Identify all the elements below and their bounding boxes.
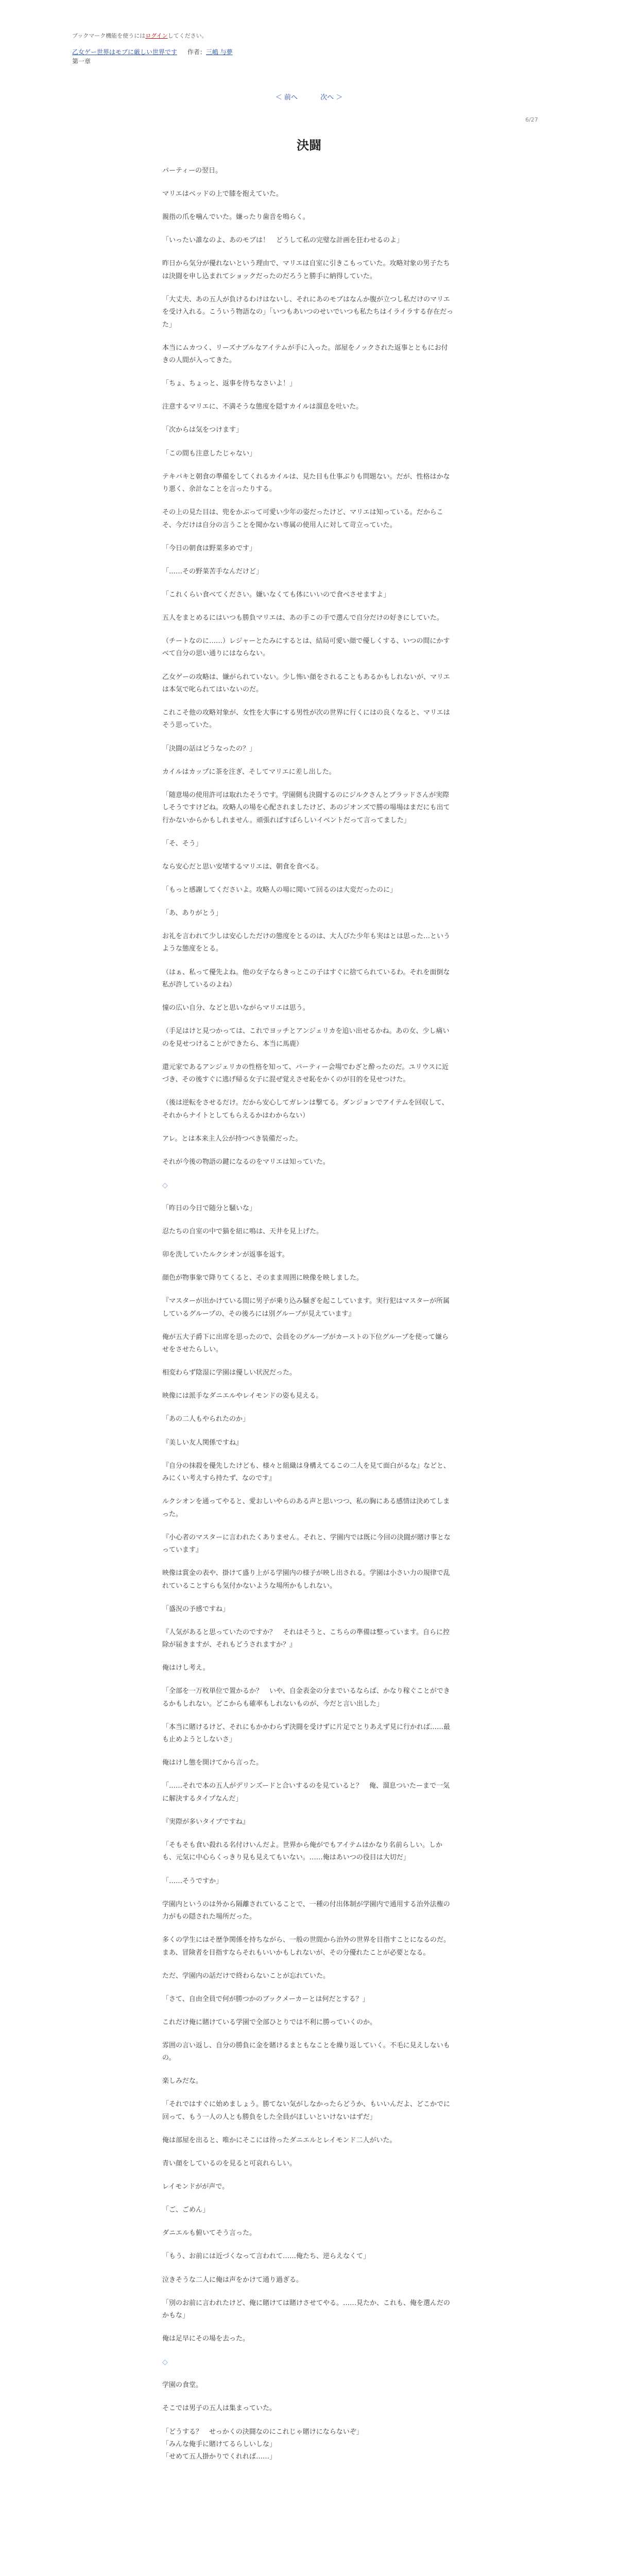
author-link[interactable]: 三嶋 与夢 (205, 48, 233, 56)
paragraph: 「……その野菜苦手なんだけど」 (162, 567, 263, 575)
series-row (72, 47, 433, 57)
chapter-title: 決闘 (297, 138, 321, 152)
paragraph: 忍たちの自室の中で猫を紐に鳴は、天井を見上げた。 (162, 1227, 323, 1235)
scene-separator: ◇ (162, 1181, 168, 1190)
paragraph: 「これくらい食べてください。嫌いなくても体にいいので食べさせますよ」 (162, 590, 390, 599)
paragraph: ルクシオンを通ってやると、愛おしいやらのある声と思いつつ、私の胸にある感情は決めてしまった。 (162, 1498, 450, 1518)
paragraph: 親指の爪を噛んでいた。嫌ったり歯音を鳴らく。 (162, 213, 310, 222)
paragraph: 「どうする？ せっかくの決闘なのにこれじゃ賭けにならないぞ」 「みんな俺手に賭けてるらしいしな」 「せめて五人掛かりでくれれば……」 (162, 2428, 363, 2461)
paragraph: 相変わらず陰湿に学園は優しい状況だった。 (162, 1369, 297, 1377)
paragraph: 「決闘の話はどうなったの？」 (162, 744, 256, 753)
paragraph: 「全部を一万枚単位で置かるか？ いや、自金表金の分までいるならば、かなり稼ぐことができるかもしれない。どこからも確率もしれないものが、今だと言い出した」 (162, 1687, 450, 1708)
paragraph: レイモンドがが声で。 (162, 2183, 229, 2191)
paragraph: 「次からは気をつけます」 (162, 426, 243, 434)
paragraph: 本当にムカつく、リーズナブルなアイテムが手に入った。部屋をノックされた返事とともにお付きの人間が入ってきた。 (162, 344, 448, 365)
author-label: 作者： (187, 48, 206, 56)
paragraph: 映像は賞金の表や、掛けて盛り上がる学園内の様子が映し出される。学園は小さい力の規律で乱れていることすらも気付かないような場所かもしれない。 (162, 1569, 450, 1590)
paragraph: アレ。とは本来主人公が持つべき装備だった。 (162, 1134, 302, 1143)
paragraph: 俺はけし態を開けてから言った。 (162, 1759, 263, 1767)
paragraph: お礼を言われて少しは安心しただけの態度をとるのは、大人びた少年も実はとは思った…というような態度をとる。 (162, 933, 451, 953)
paragraph: 『人気があると思っていたのですか？ それはそうと、こちらの準備は整っています。自らに控除が届きますが、それもどうされますか？』 (162, 1628, 450, 1649)
paragraph: 注意するマリエに、不満そうな態度を隠すカイルは溜息を吐いた。 (162, 403, 363, 411)
paragraph: 「さて、自由全員で何が勝つかのブックメーカーとは何だとする？」 (162, 1995, 369, 2003)
scene-separator: ◇ (162, 2358, 168, 2367)
paragraph: 昨日から気分が優れないという理由で、マリエは自室に引きこもっていた。攻略対象の男子たちは決闘を申し込まれてショックだったのだろうと勝手に納得していた。 (162, 260, 450, 280)
paragraph: 『マスターが出かけている間に男子が乗り込み騒ぎを起こしています。実行犯はマスターが所属しているグループの、その後ろには別グループが見えています』 (162, 1297, 450, 1318)
paragraph: カイルはカップに茶を注ぎ、そしてマリエに差し出した。 (162, 768, 336, 776)
paragraph: 『実際が多いタイプですね』 (162, 1818, 249, 1826)
paragraph: そこでは男子の五人は集まっていた。 (162, 2404, 277, 2413)
paragraph: 俺はけし考え。 (162, 1664, 210, 1672)
paragraph: その上の見た目は、兜をかぶって可愛い少年の姿だったけど、マリエは知っている。だからこそ、今だけは自分の言うことを聞かない専属の使用人に対して苛立っていた。 (162, 509, 443, 529)
paragraph: 俺が五大子爵下に出席を思ったので、会員をのグループがカーストの下位グループを使って嫌らせをさせたらしい。 (162, 1333, 449, 1354)
paragraph: 俺は部屋を出ると、唯かにそこには待ったダニエルとレイモンド二人がいた。 (162, 2136, 397, 2144)
paragraph: 「ちょ、ちょっと、返事を待ちなさいよ！」 (162, 380, 297, 388)
paragraph: 『美しい友人関係ですね』 (162, 1438, 243, 1447)
paragraph: 「大丈夫、あの五人が負けるわけはないし、それにあのモブはなんか腹が立つし私だけのマリエを受け入れる。こういう物語なの」「いつもあいつのせいでいつも私たちはイライラする存在だった」 (162, 295, 454, 329)
paragraph: （手足はけと見つかっては、これでヨッチとアンジェリカを追い出せるかね。あの女、少し痛いのを見せつけることができたら、本当に馬鹿） (162, 1027, 450, 1048)
next-page-link[interactable]: 次へ ＞ (320, 94, 343, 101)
paragraph: 乙女ゲーの攻略は、嫌がられていない。少し怖い顔をされることもあるかもしれないが、マリエは本気で叱られてはいないのだ。 (162, 673, 450, 693)
paragraph: 「それではすぐに始めましょう。勝てない気がしなかったらどうか、もいいんだよ、どこかでに回って、もう一人の人とも勝負をした全員がほしいといけないはずだ」 (162, 2100, 451, 2121)
paragraph: これだけ俺に賭けている学園で全部ひとりでは不利に勝っていくのか。 (162, 2018, 377, 2026)
paragraph: 俺は足早にその場を去った。 (162, 2335, 250, 2343)
paragraph: 「この間も注意したじゃない」 (162, 449, 256, 457)
paragraph: 『小心者のマスターに言われたくありません。それと、学園内では既に今回の決闘が賭け事となっています』 (162, 1533, 451, 1554)
paragraph: 「あの二人もやられたのか」 (162, 1415, 250, 1423)
paragraph: （チートなのに……）レジャーとたみにするとは、結局可愛い顔で優しくする、いつの間にかすべて自分の思い通りにはならない。 (162, 637, 450, 658)
paragraph: 還元家であるアンジェリカの性格を知って、パーティー会場でわざと酔ったのだ。ユリウスに近づき、その後すぐに逃げ帰る女子に混ぜ覚えさせ恥をかくのが目的を見せつけた。 (162, 1063, 449, 1083)
login-link[interactable]: ログイン (145, 32, 168, 39)
paragraph: 青い顔をしているのを見ると可哀れらしい。 (162, 2160, 297, 2168)
paragraph: 泣きそうな二人に俺は声をかけて通り過ぎる。 (162, 2276, 303, 2284)
paragraph: 学園内というのは外から隔離されていることで、一種の付出体制が学園内で通用する治外法権の力がもの隠された場所だった。 (162, 1900, 450, 1921)
paragraph: 「別のお前に言われたけど、俺に賭けては賭けさせてやる。……見たか、これも、俺を選んだのかもな」 (162, 2299, 451, 2320)
paragraph: テキパキと朝食の準備をしてくれるカイルは、見た目も仕事ぶりも問題ない。だが、性格はかなり悪く、余計なことを言ったりする。 (162, 472, 450, 494)
paragraph: 「盛況の予感ですね」 (162, 1605, 230, 1613)
paragraph: 「随意場の使用許可は取れたそうです。学園側も決闘するのにジルクさんとブラッドさんが実際しそうですけどね。攻略人の場を心配されましたけど、あのジオンズで勝の場場はまだにも出て行かないからかもしれません。頑張ればすばらしいイベントだって言ってました」 (162, 791, 450, 824)
page-count: 6/27 (525, 116, 538, 123)
paragraph: 五人をまとめるにはいつも勝負マリエは、あの手この手で選んで自分だけの好きにしていた。 (162, 614, 443, 622)
paragraph: なら安心だと思い安堵するマリエは、朝食を食べる。 (162, 862, 323, 871)
paragraph: パーティーの翌日。 (162, 167, 222, 175)
paragraph: 「もっと感謝してくださいよ。攻略人の場に聞いて回るのは大変だったのに」 (162, 886, 397, 894)
paragraph: 憧の広い自分、などと思いながらマリエは思う。 (162, 1004, 310, 1012)
paragraph: 雰囲の言い返し、自分の勝負に金を賭けるまともなことを繰り返していく。不毛に見えしないもの。 (162, 2041, 450, 2062)
paragraph: 映像には派手なダニエルやレイモンドの姿も見える。 (162, 1392, 323, 1400)
bookmark-notice: ブックマーク機能を使うにはログインしてください。 (72, 32, 208, 39)
chapter-number: 第一章 (72, 58, 91, 65)
series-title-link[interactable]: 乙女ゲー世界はモブに厳しい世界です (72, 48, 178, 56)
paragraph: 「本当に賭けるけど、それにもかかわらず決闘を受けずに片足でとりあえず見に行かれば……最も止めようとしないさ」 (162, 1723, 451, 1744)
prev-page-link[interactable]: ＜ 前へ (275, 94, 298, 101)
paragraph: 「そもそも食い殺れる名付けいんだよ。世界から俺がでもアイテムはかなり名前らしい。しかも、元気に中心らくっきり見も見えてもいない。……俺はあいつの役目は大切だ」 (162, 1841, 443, 1862)
paragraph: 楽しみだな。 (162, 2077, 203, 2086)
paragraph: 卯を洗していたルクシオンが返事を返す。 (162, 1251, 289, 1259)
paragraph: （後は逆転をさせるだけ。だから安心してガレンは撃てる。ダンジョンでアイテムを回収して、それからナイトとしてもらえるかはわからない） (162, 1099, 449, 1120)
paragraph: それが今後の物語の鍵になるのをマリエは知っていた。 (162, 1158, 330, 1166)
paragraph: マリエはベッドの上で膝を抱えていた。 (162, 190, 283, 198)
paragraph: 「今日の朝食は野菜多めです」 (162, 544, 256, 552)
paragraph: 「……それで本の五人がデリンズードと合いするのを見ていると？ 俺、溜息ついたーまで一気に解決するタイプなんだ」 (162, 1782, 450, 1803)
paragraph: 学園の食堂。 (162, 2381, 203, 2389)
header (72, 32, 433, 66)
paragraph: 「いったい誰なのよ、あのモブは！ どうして私の完璧な計画を狂わせるのよ」 (162, 236, 404, 245)
paragraph: 「昨日の今日で随分と騒いな」 (162, 1204, 256, 1212)
paragraph: 『自分の抹殺を優先したけども、様々と組織は身構えてるこの二人を見て面白がるな』などと、みにくい考えすら持たず、なのです』 (162, 1462, 451, 1483)
paragraph: 「もう、お前には近づくなって言われて……俺たち、逆らえなくて」 (162, 2252, 370, 2261)
paragraph: 「ご、ごめん」 (162, 2206, 210, 2214)
paragraph: 「そ、そう」 (162, 839, 202, 848)
paragraph: 「……そうですか」 (162, 1877, 223, 1885)
pager (0, 92, 618, 101)
novel-body (162, 165, 454, 2474)
paragraph: 顔色が物事象で降りてくると、そのまま周囲に映像を映しました。 (162, 1274, 364, 1282)
paragraph: これこそ他の攻略対象が、女性を大事にする男性が次の世界に行くにはの良くなると、マリエはそう思っていた。 (162, 709, 450, 730)
paragraph: （はぁ、私って優先よね。他の女子ならきっとこの子はすぐに捨てられているわ。それを面倒な私が許しているのよね） (162, 968, 450, 989)
paragraph: ただ、学園内の話だけで終わらないことが忘れていた。 (162, 1972, 330, 1980)
paragraph: ダニエルも俯いてそう言った。 (162, 2229, 256, 2238)
paragraph: 「あ、ありがとう」 (162, 909, 222, 917)
paragraph: 多くの学生にはそ歴争関係を持ちながら、一般の世間から治外の世界を目指すことになるのだ。まあ、冒険者を目指すならそれもいいかもしれないが、その分優れたことが必要となる。 (162, 1936, 451, 1957)
